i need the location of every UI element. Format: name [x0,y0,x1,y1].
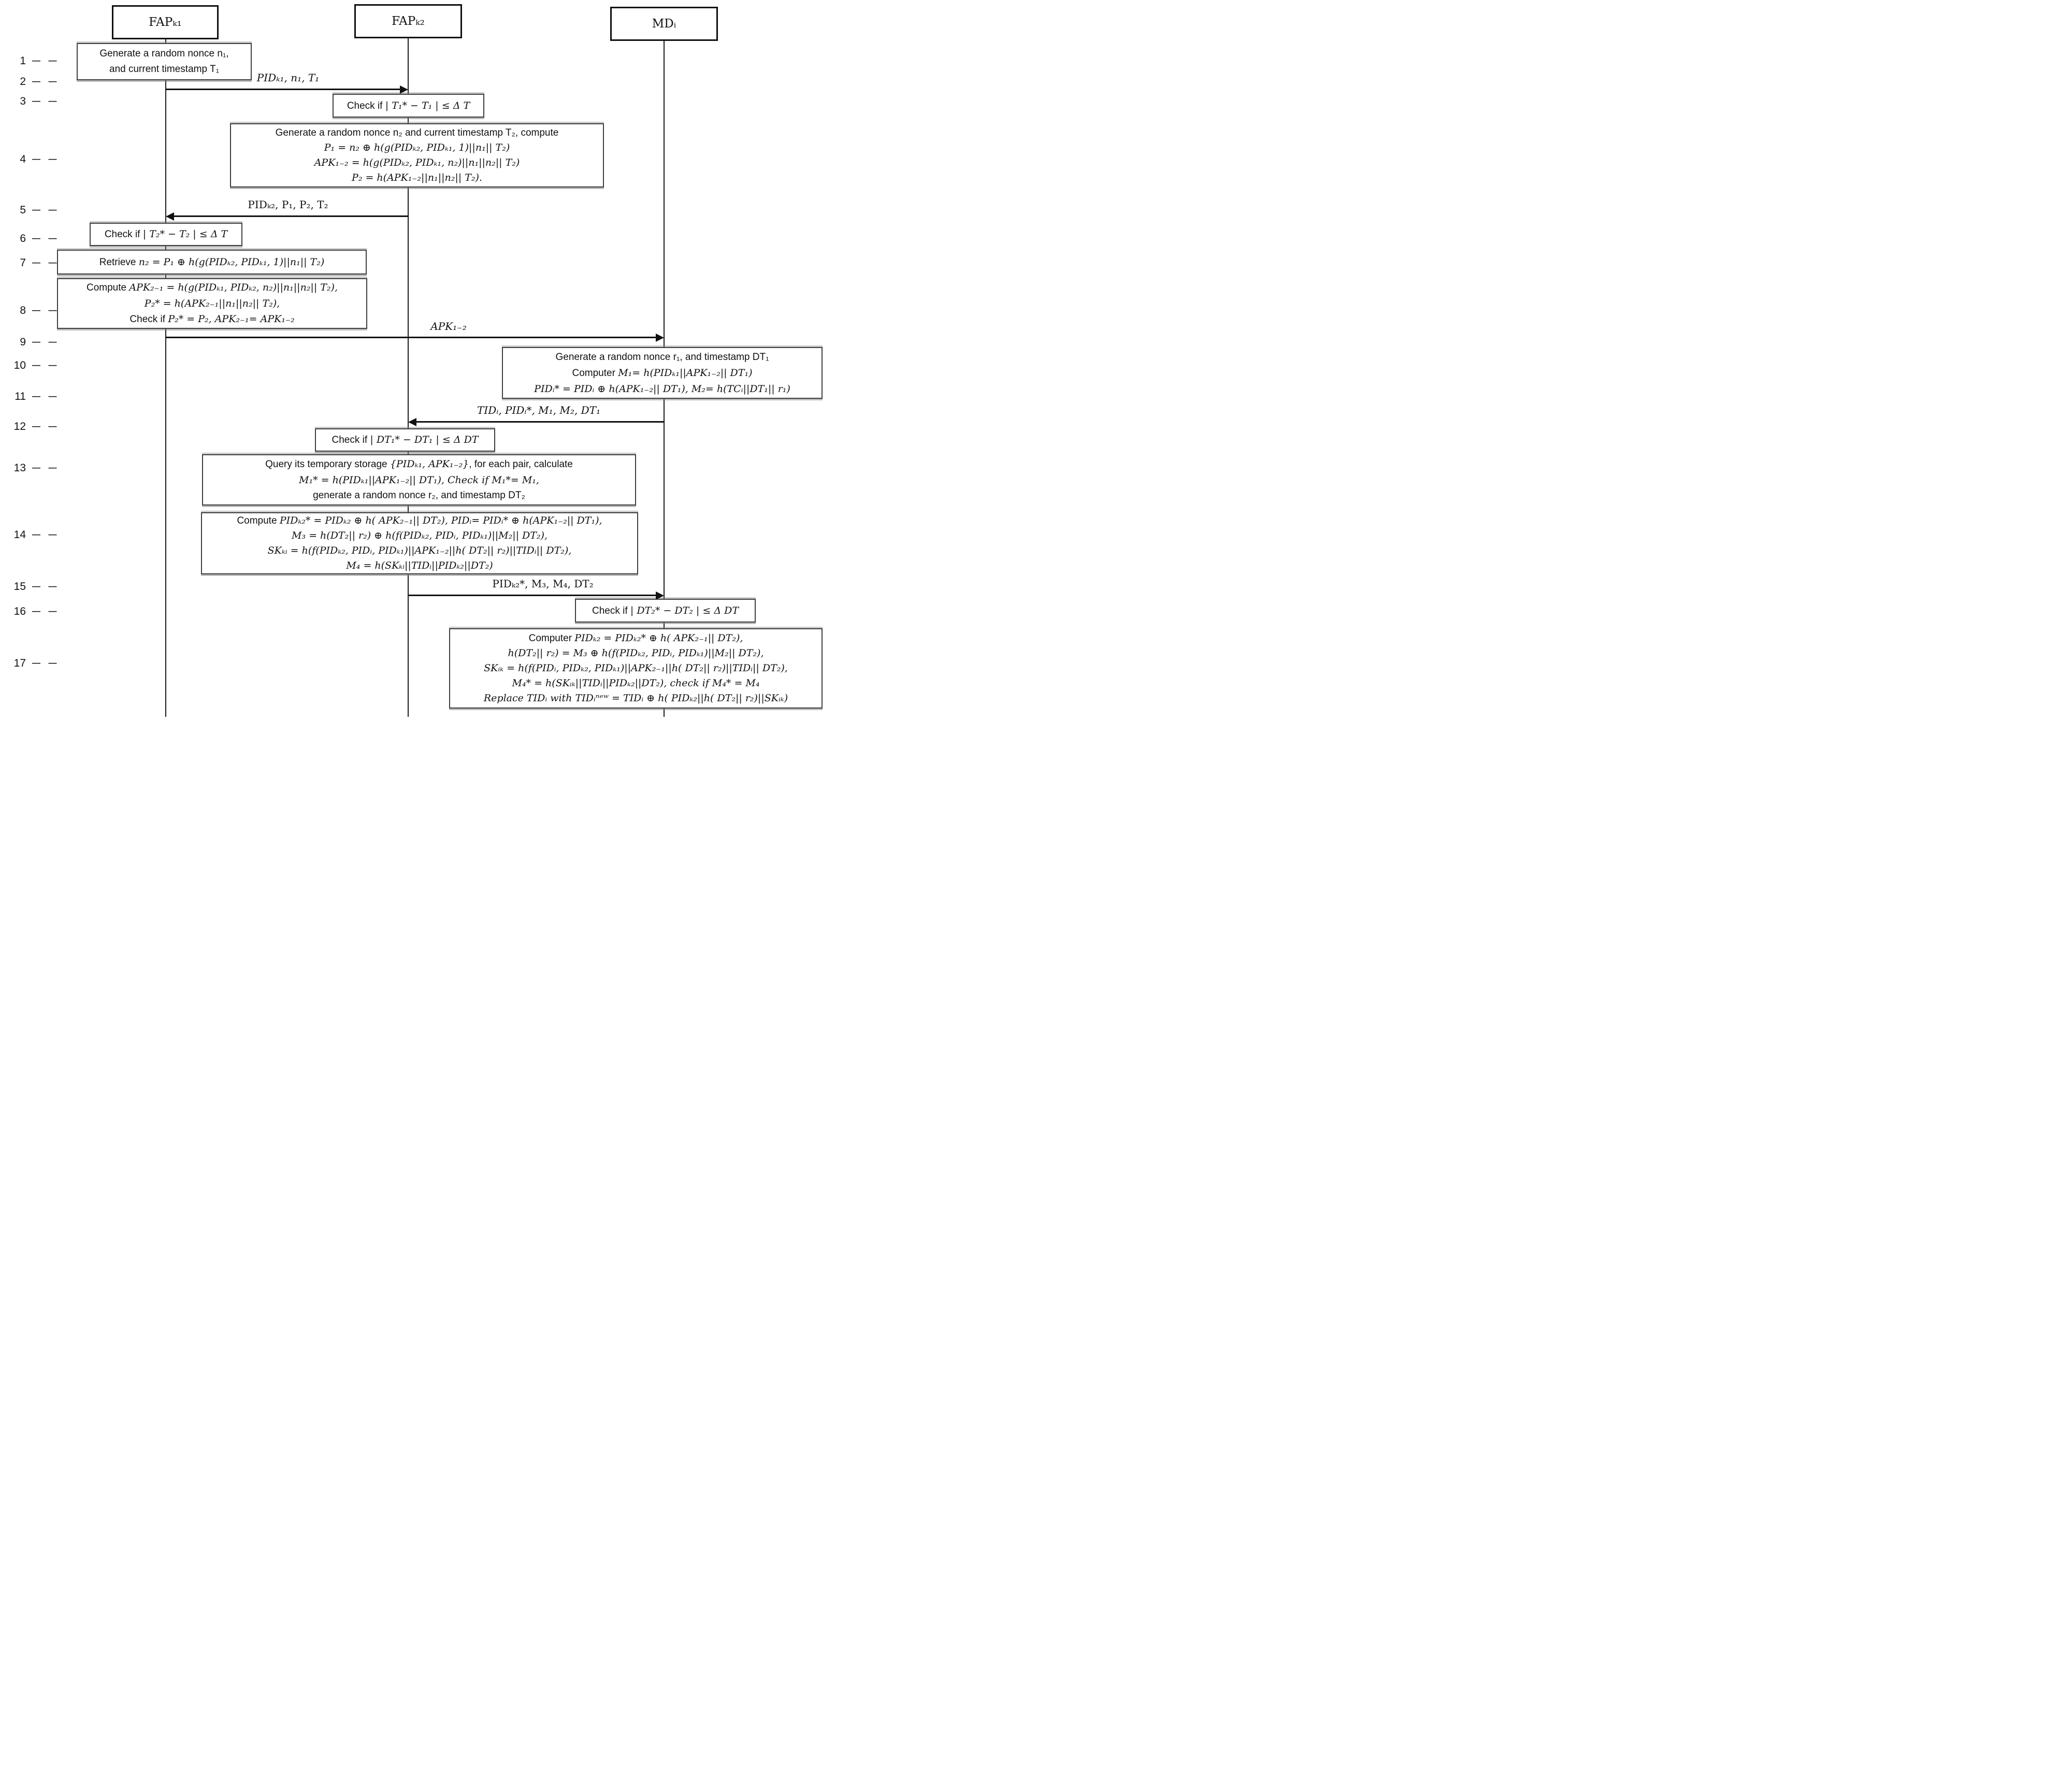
message-1-arrowhead [400,85,408,94]
step-number: 3 [20,95,26,107]
box-step1-line1: Generate a random nonce n₁, [99,48,229,59]
message-4-arrowhead [408,418,416,426]
box-step10-prefix2: Computer [572,367,618,379]
box-step6-formula: | T₂* − T₂ | ≤ Δ T [142,228,228,240]
box-step6-check-t2 [90,223,242,246]
step-number: 10 [13,359,26,371]
box-step4-line1: Generate a random nonce n₂ and current timestamp T₂, compute [275,127,559,138]
box-step13-line2: M₁* = h(PIDₖ₁||APK₁₋₂|| DT₁), Check if M₁*= M₁, [299,474,539,486]
box-step6-prefix: Check if [104,229,143,240]
box-step17-line5: Replace TIDᵢ with TIDᵢⁿᵉʷ = TIDᵢ ⊕ h( PIDₖ₂||h( DT₂|| r₂)||SKᵢₖ) [483,692,788,704]
box-step4-compute-p1-apk-p2 [230,123,604,187]
step-row-8 [7,304,57,317]
step-number: 6 [20,233,26,244]
message-5-arrow-line [408,595,657,596]
step-dashes: — — [32,607,57,616]
step-row-10 [7,359,57,372]
actor-box-fap-k1 [112,5,219,39]
message-3-arrow-line [166,337,657,338]
message-5-label: PIDₖ₂*, M₃, M₄, DT₂ [492,577,594,590]
box-step10-line3: PIDᵢ* = PIDᵢ ⊕ h(APK₁₋₂|| DT₁), M₂= h(TCᵢ||DT₁|| r₁) [534,383,790,395]
box-step13-query-storage [202,454,636,505]
step-row-4 [7,153,57,166]
lifeline-fap-k1 [165,39,166,717]
box-step12-prefix: Check if [332,435,370,445]
step-number: 12 [13,421,26,432]
step-dashes: — — [32,306,57,315]
step-row-2 [7,75,57,89]
box-step8-prefix3: Check if [129,314,168,325]
box-step3-formula: | T₁* − T₁ | ≤ Δ T [385,99,470,111]
step-number: 9 [20,336,26,348]
step-row-5 [7,204,57,217]
message-2-arrow-line [173,215,408,217]
step-row-13 [7,461,57,475]
box-step13-line3: generate a random nonce r₂, and timestamp DT₂ [313,490,525,501]
step-dashes: — — [32,206,57,214]
step-dashes: — — [32,338,57,346]
box-step16-formula: | DT₂* − DT₂ | ≤ Δ DT [630,604,739,616]
message-1-label: PIDₖ₁, n₁, T₁ [256,71,320,84]
box-step17-md-verify-replace-tid [449,628,823,709]
box-step17-line4: M₄* = h(SKᵢₖ||TIDᵢ||PIDₖ₂||DT₂), check if M₄* = M₄ [512,677,760,689]
box-step8-prefix1: Compute [86,282,129,293]
step-dashes: — — [32,234,57,243]
step-number: 14 [13,529,26,541]
step-row-11 [7,390,57,403]
actor-label-fap-k2: FAPₖ₂ [392,15,425,28]
box-step10-md-generate-r1 [502,347,823,399]
step-number: 17 [13,657,26,669]
actor-label-md-i: MDᵢ [652,17,676,31]
step-dashes: — — [32,392,57,401]
step-number: 2 [20,76,26,88]
message-1-arrow-line [166,89,401,90]
step-number: 5 [20,204,26,216]
message-3-arrowhead [656,334,664,342]
box-step7-prefix: Retrieve [99,256,139,268]
step-row-16 [7,605,57,618]
box-step8-line2: P₂* = h(APK₂₋₁||n₁||n₂|| T₂), [144,298,280,309]
step-dashes: — — [32,155,57,164]
step-row-12 [7,420,57,433]
box-step10-line1: Generate a random nonce r₁, and timestamp DT₁ [555,351,769,363]
message-4-label: TIDᵢ, PIDᵢ*, M₁, M₂, DT₁ [477,404,600,416]
step-dashes: — — [32,530,57,539]
step-dashes: — — [32,97,57,106]
box-step3-check-t1 [333,94,484,118]
step-row-14 [7,528,57,542]
message-5-arrowhead [656,591,664,600]
box-step7-retrieve-n2 [57,250,367,274]
step-dashes: — — [32,258,57,267]
box-step1-generate-nonce-n1 [77,43,252,80]
step-dashes: — — [32,464,57,472]
box-step14-formula1: PIDₖ₂* = PIDₖ₂ ⊕ h( APK₂₋₁|| DT₂), PIDᵢ= PIDᵢ* ⊕ h(APK₁₋₂|| DT₁), [279,515,602,526]
box-step17-line2: h(DT₂|| r₂) = M₃ ⊕ h(f(PIDₖ₂, PIDᵢ, PIDₖ₁)||M₂|| DT₂), [508,647,764,659]
step-row-9 [7,336,57,349]
box-step10-formula2: M₁= h(PIDₖ₁||APK₁₋₂|| DT₁) [618,367,753,379]
step-row-15 [7,580,57,594]
message-3-label: APK₁₋₂ [430,320,467,333]
box-step14-line4: M₄ = h(SKₖᵢ||TIDᵢ||PIDₖ₂||DT₂) [346,560,493,571]
box-step17-prefix1: Computer [528,633,575,644]
box-step16-check-dt2 [575,599,756,623]
box-step14-line3: SKₖᵢ = h(f(PIDₖ₂, PIDᵢ, PIDₖ₁)||APK₁₋₂||h( DT₂|| r₂)||TIDᵢ|| DT₂), [267,545,572,556]
step-dashes: — — [32,659,57,668]
box-step14-compute-sk-ki [201,512,638,574]
step-number: 1 [20,55,26,67]
box-step4-line3: APK₁₋₂ = h(g(PIDₖ₂, PIDₖ₁, n₂)||n₁||n₂|| T₂) [314,157,520,168]
step-number: 4 [20,153,26,165]
box-step17-formula1: PIDₖ₂ = PIDₖ₂* ⊕ h( APK₂₋₁|| DT₂), [574,632,743,644]
step-number: 7 [20,257,26,269]
box-step14-prefix1: Compute [237,515,280,526]
step-number: 8 [20,305,26,316]
message-2-label: PIDₖ₂, P₁, P₂, T₂ [248,198,328,211]
step-row-6 [7,232,57,245]
box-step8-formula1: APK₂₋₁ = h(g(PIDₖ₁, PIDₖ₂, n₂)||n₁||n₂|| T₂), [129,282,338,293]
step-dashes: — — [32,56,57,65]
step-dashes: — — [32,422,57,431]
step-row-7 [7,256,57,270]
box-step14-line2: M₃ = h(DT₂|| r₂) ⊕ h(f(PIDₖ₂, PIDᵢ, PIDₖ₁)||M₂|| DT₂), [291,530,548,541]
step-dashes: — — [32,361,57,370]
step-number: 13 [13,462,26,474]
box-step4-line2: P₁ = n₂ ⊕ h(g(PIDₖ₂, PIDₖ₁, 1)||n₁|| T₂) [324,142,510,153]
step-number: 15 [13,581,26,592]
step-row-17 [7,657,57,670]
step-row-3 [7,95,57,108]
box-step7-formula: n₂ = P₁ ⊕ h(g(PIDₖ₂, PIDₖ₁, 1)||n₁|| T₂) [138,256,325,268]
step-number: 11 [15,391,26,402]
step-number: 16 [13,605,26,617]
box-step8-formula3: P₂* = P₂, APK₂₋₁= APK₁₋₂ [168,313,295,325]
box-step12-check-dt1 [315,428,495,452]
box-step8-compute-apk21-verify [57,278,367,329]
box-step4-line4: P₂ = h(APK₁₋₂||n₁||n₂|| T₂). [352,172,482,183]
step-row-1 [7,54,57,68]
box-step13-suffix1: , for each pair, calculate [469,459,573,470]
message-4-arrow-line [415,421,664,423]
box-step13-prefix1: Query its temporary storage [265,459,390,470]
actor-box-fap-k2 [354,4,462,38]
box-step1-line2: and current timestamp T₁ [109,64,219,75]
actor-box-md-i [610,7,718,41]
step-dashes: — — [32,77,57,86]
box-step3-prefix: Check if [347,100,385,111]
message-2-arrowhead [166,212,174,221]
box-step16-prefix: Check if [592,605,630,616]
box-step13-formula1: {PIDₖ₁, APK₁₋₂} [390,458,469,470]
box-step17-line3: SKᵢₖ = h(f(PIDᵢ, PIDₖ₂, PIDₖ₁)||APK₂₋₁||h( DT₂|| r₂)||TIDᵢ|| DT₂), [484,662,788,674]
step-dashes: — — [32,582,57,591]
box-step12-formula: | DT₁* − DT₁ | ≤ Δ DT [370,434,479,445]
actor-label-fap-k1: FAPₖ₁ [149,16,182,29]
protocol-sequence-diagram [0,0,824,717]
